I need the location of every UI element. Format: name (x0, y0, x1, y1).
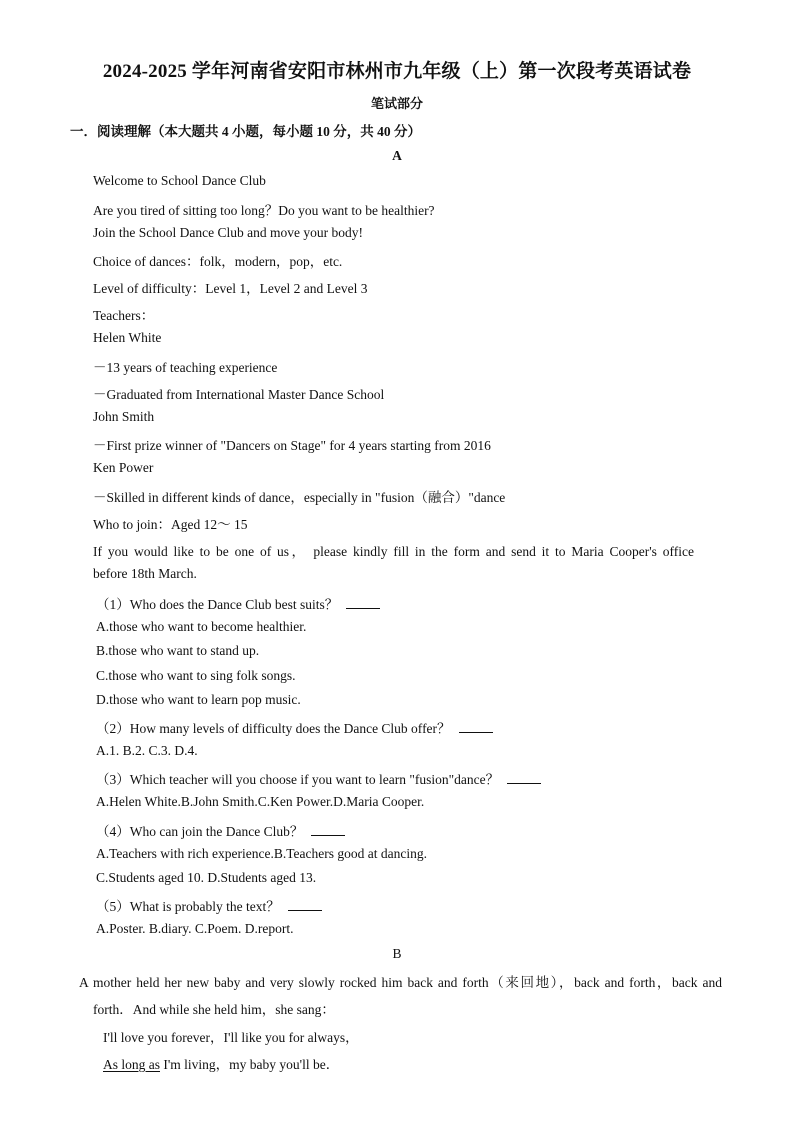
song-line: I'll love you forever，I'll like you for always， (103, 1030, 359, 1045)
passage-b-line: forth．And while she held him，she sang： (93, 1002, 335, 1017)
passage-a-line: －First prize winner of "Dancers on Stage" for 4 years starting from 2016 (93, 438, 491, 453)
question-4 (96, 820, 345, 840)
question-1-option-d: D.those who want to learn pop music. (96, 692, 301, 707)
passage-a-line: Are you tired of sitting too long？Do you want to be healthier? (93, 203, 435, 218)
underlined-phrase: As long as (103, 1057, 160, 1072)
passage-a-line: －Skilled in different kinds of dance，especially in "fusion（融合）"dance (93, 490, 506, 505)
question-2-options: A.1. B.2. C.3. D.4. (96, 743, 198, 758)
answer-blank (507, 771, 541, 784)
part-b-label: B (392, 946, 402, 961)
question-3-options: A.Helen White.B.John Smith.C.Ken Power.D.Maria Cooper. (96, 794, 425, 809)
question-1-option-a: A.those who want to become healthier. (96, 619, 307, 634)
question-1-option-c: C.those who want to sing folk songs. (96, 668, 296, 683)
exam-title: 2024-2025 学年河南省安阳市林州市九年级（上）第一次段考英语试卷 (102, 61, 692, 82)
passage-a-line: before 18th March. (93, 566, 197, 581)
song-line (103, 1053, 339, 1073)
answer-blank (459, 720, 493, 733)
question-2 (96, 717, 493, 737)
passage-a-line: Ken Power (93, 460, 154, 475)
passage-a-line: Choice of dances：folk，modern，pop，etc. (93, 254, 343, 269)
question-2-stem: （2）How many levels of difficulty does the Dance Club offer？ (96, 721, 451, 736)
question-4-options-ab: A.Teachers with rich experience.B.Teachers good at dancing. (96, 846, 427, 861)
question-3-stem: （3）Which teacher will you choose if you want to learn "fusion"dance？ (96, 772, 500, 787)
question-1-stem: （1）Who does the Dance Club best suits？ (96, 597, 339, 612)
passage-a-line: Helen White (93, 330, 162, 345)
question-4-options-cd: C.Students aged 10. D.Students aged 13. (96, 870, 317, 885)
passage-a-line: If you would like to be one of us， please kindly fill in the form and send it to Maria Cooper's office (93, 544, 694, 559)
question-5-stem: （5）What is probably the text？ (96, 899, 280, 914)
question-5-options: A.Poster. B.diary. C.Poem. D.report. (96, 921, 294, 936)
passage-a-line: Join the School Dance Club and move your body! (93, 225, 363, 240)
question-4-stem: （4）Who can join the Dance Club？ (96, 824, 304, 839)
answer-blank (311, 823, 345, 836)
part-a-label: A (392, 148, 402, 163)
passage-a-line: Teachers： (93, 308, 155, 323)
answer-blank (288, 898, 322, 911)
question-1 (96, 593, 380, 613)
answer-blank (346, 596, 380, 609)
passage-a-line: Who to join：Aged 12～ 15 (93, 517, 248, 532)
passage-a-line: Level of difficulty：Level 1，Level 2 and Level 3 (93, 281, 368, 296)
exam-subtitle: 笔试部分 (370, 96, 423, 111)
passage-b-line: A mother held her new baby and very slowly rocked him back and forth（来回地），back and forth，back and (79, 975, 722, 990)
question-1-option-b: B.those who want to stand up. (96, 643, 260, 658)
section-heading: 一．阅读理解（本大题共 4 小题，每小题 10 分，共 40 分） (70, 124, 421, 139)
passage-a-line: －Graduated from International Master Dance School (93, 387, 385, 402)
question-3 (96, 768, 541, 788)
passage-a-line: John Smith (93, 409, 155, 424)
question-5 (96, 895, 322, 915)
passage-a-line: －13 years of teaching experience (93, 360, 278, 375)
song-line-rest: I'm living，my baby you'll be． (160, 1057, 340, 1072)
passage-a-line: Welcome to School Dance Club (93, 173, 266, 188)
